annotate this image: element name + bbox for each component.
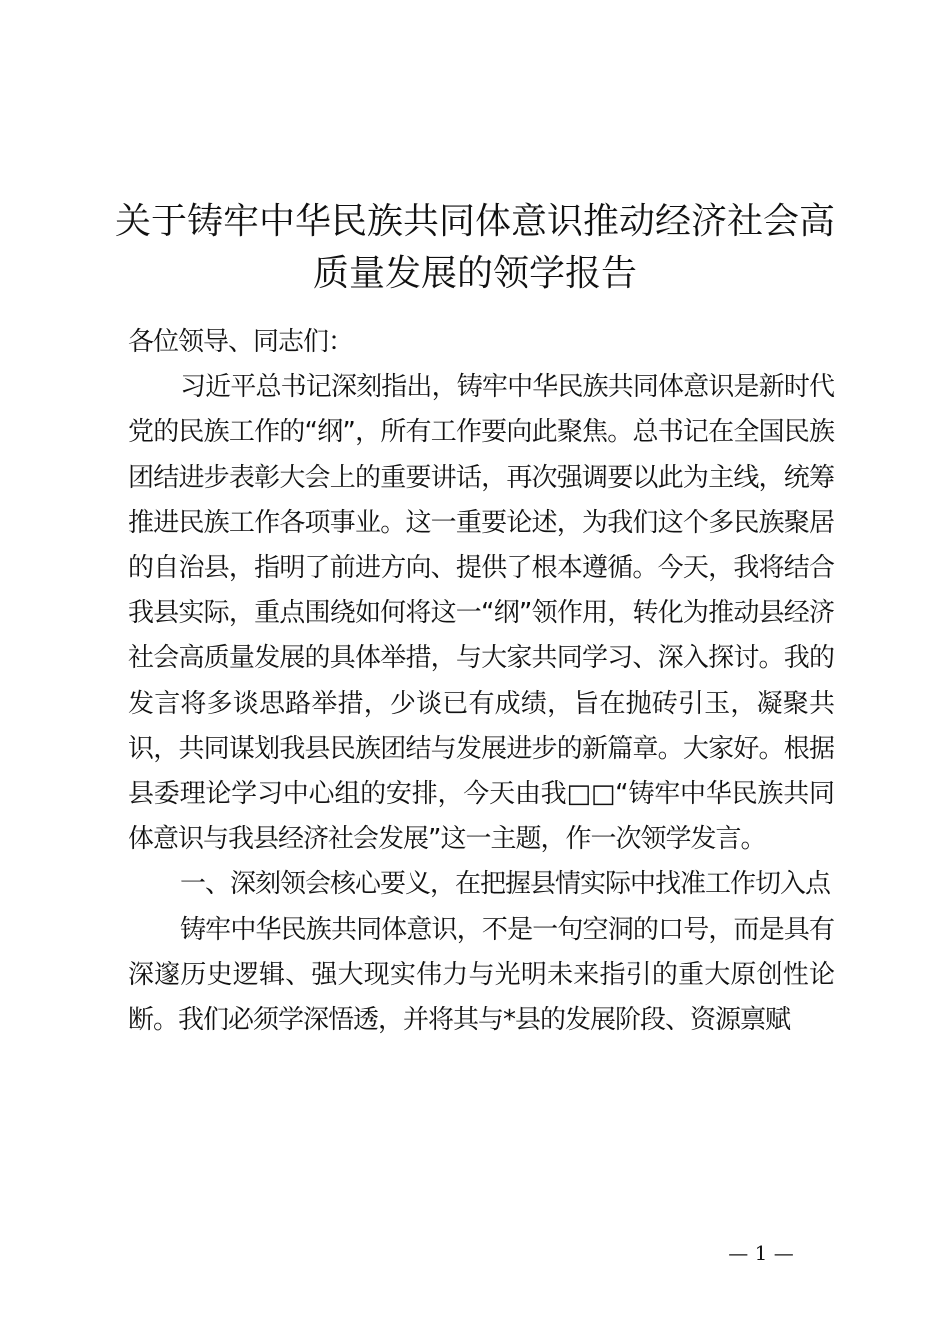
salutation: 各位领导、同志们： xyxy=(128,327,354,357)
paragraph-section-1: 铸牢中华民族共同体意识，不是一句空洞的口号，而是具有深邃历史逻辑、强大现实伟力与光明未来指引的重大原创性论断。我们必须学深悟透，并将其与*县的发展阶段、资源禀赋 xyxy=(128,914,834,1036)
document-body xyxy=(128,320,834,1043)
paragraph-intro: 习近平总书记深刻指出，铸牢中华民族共同体意识是新时代党的民族工作的“纲”，所有工作要向此聚焦。总书记在全国民族团结进步表彰大会上的重要讲话，再次强调要以此为主线，统筹推进民族工作各项事业。这一重要论述，为我们这个多民族聚居的自治县，指明了前进方向、提供了根本遵循。今天，我将结合我县实际，重点围绕如何将这一“纲”领作用，转化为推动县经济社会高质量发展的具体举措，与大家共同学习、深入探讨。我的发言将多谈思路举措，少谈已有成绩，旨在抛砖引玉，凝聚共识，共同谋划我县民族团结与发展进步的新篇章。大家好。根据县委理论学习中心组的安排，今天由我□□“铸牢中华民族共同体意识与我县经济社会发展”这一主题，作一次领学发言。 xyxy=(128,372,834,855)
document-title: 关于铸牢中华民族共同体意识推动经济社会高质量发展的领学报告 xyxy=(114,201,835,295)
section-heading-1: 一、深刻领会核心要义，在把握县情实际中找准工作切入点 xyxy=(180,869,831,900)
page-number: — 1 — xyxy=(728,1241,794,1265)
